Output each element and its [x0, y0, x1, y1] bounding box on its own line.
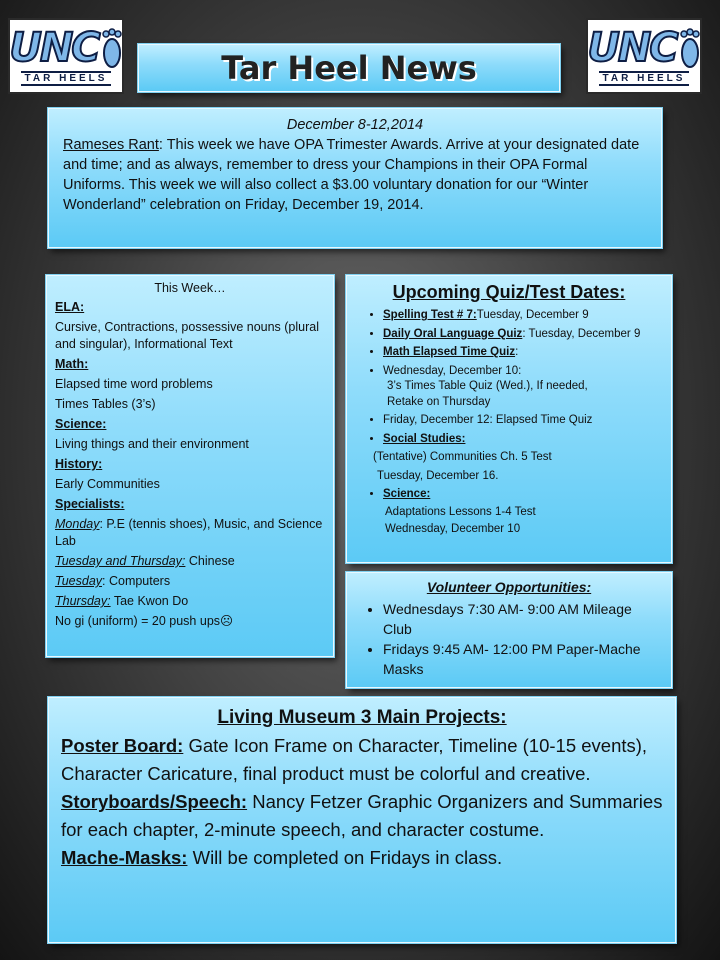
foot-icon: [101, 27, 123, 69]
science-text: Living things and their environment: [55, 437, 249, 451]
math-line-1: Elapsed time word problems: [55, 377, 213, 391]
ela-text: Cursive, Contractions, possessive nouns (plural and singular), Informational Text: [55, 320, 320, 351]
tuethu-label: Tuesday and Thursday:: [55, 554, 186, 568]
museum-heading: Living Museum 3 Main Projects:: [217, 707, 507, 728]
tuethu-text: Chinese: [185, 554, 235, 568]
sci-line-1: Adaptations Lessons 1-4 Test: [385, 505, 536, 518]
ss-line-2: Tuesday, December 16.: [377, 469, 499, 482]
list-item: [383, 327, 661, 343]
story-label: Storyboards/Speech:: [61, 791, 248, 812]
mache-label: Mache-Masks:: [61, 847, 188, 868]
logo-subtitle: TAR HEELS: [21, 71, 112, 86]
list-item: [383, 413, 661, 429]
tuesday-text: : Computers: [102, 574, 171, 588]
math-quiz-colon: :: [515, 346, 519, 358]
list-item: [383, 345, 661, 361]
monday-specialists: [55, 516, 325, 550]
story-text: Nancy Fetzer Graphic Organizers and Summaries for each chapter, 2-minute speech, and character costume.: [61, 791, 663, 840]
gi-note: [55, 613, 325, 630]
foot-icon: [679, 27, 701, 69]
fri-text: Friday, December 12: Elapsed Time Quiz: [383, 414, 593, 426]
ss-line-1: (Tentative) Communities Ch. 5 Test: [373, 451, 552, 463]
times-line-1: 3’s Times Table Quiz (Wed.), If needed,: [387, 380, 588, 392]
tuethu-specialists: [55, 553, 325, 570]
quiz-list-science: [357, 487, 661, 503]
list-item: • Wednesdays 7:30 AM- 9:00 AM Mileage Club: [383, 599, 661, 639]
quiz-box: [346, 275, 672, 563]
list-item: [383, 487, 661, 503]
quiz-list: [357, 308, 661, 447]
gi-text: No gi (uniform) = 20 push ups: [55, 614, 221, 628]
specialists-label: Specialists:: [55, 497, 125, 511]
list-item: [383, 364, 661, 411]
volunteer-box: [346, 572, 672, 688]
this-week-box: [46, 275, 334, 657]
monday-label: Monday: [55, 517, 100, 531]
mache-masks-item: [61, 844, 663, 872]
poster-text: Gate Icon Frame on Character, Timeline (10-15 events), Character Caricature, final product must be colorful and creative.: [61, 735, 648, 784]
list-item: • Fridays 9:45 AM- 12:00 PM Paper-Mache Masks: [383, 639, 661, 679]
monday-text: : P.E (tennis shoes), Music, and Science Lab: [55, 517, 323, 548]
thursday-label: Thursday:: [55, 594, 111, 608]
poster-label: Poster Board:: [61, 735, 184, 756]
times-line-2: Retake on Thursday: [387, 395, 491, 408]
history-label: History:: [55, 457, 103, 471]
thursday-specialists: [55, 593, 325, 610]
list-item: [383, 432, 661, 448]
dol-text: : Tuesday, December 9: [522, 327, 641, 340]
logo-letters: UNC: [9, 24, 99, 71]
logo-mark: [587, 24, 700, 71]
spelling-label: Spelling Test # 7:: [383, 309, 477, 321]
mache-text: Will be completed on Fridays in class.: [187, 847, 503, 868]
quiz-heading: Upcoming Quiz/Test Dates:: [392, 282, 626, 302]
tuesday-label: Tuesday: [55, 574, 103, 588]
wed-text: Wednesday, December 10:: [383, 364, 522, 377]
museum-box: [48, 697, 676, 943]
logo-subtitle: TAR HEELS: [599, 71, 690, 86]
poster-board-item: [61, 732, 663, 788]
unc-logo-left: [8, 18, 124, 94]
volunteer-list: [357, 599, 661, 679]
ss-label: Social Studies:: [383, 432, 466, 445]
dol-label: Daily Oral Language Quiz: [383, 327, 523, 340]
sci-line-2: Wednesday, December 10: [385, 523, 521, 535]
rant-text: : This week we have OPA Trimester Awards. Arrive at your designated date and time; and as always, remember to dress your Champions in their OPA Formal Uniforms. This week we will also collect a $3.00 voluntary donation for our “Winter Wonderland” celebration on Friday, December 19, 2014.: [63, 137, 640, 213]
tuesday-specialists: [55, 573, 325, 590]
rameses-rant: [63, 135, 647, 215]
math-line-2: Times Tables (3’s): [55, 397, 156, 411]
title-banner: [138, 44, 560, 92]
math-label: Math:: [55, 357, 89, 371]
storyboards-item: [61, 788, 663, 844]
frown-icon: ☹: [220, 614, 234, 628]
list-item: [383, 308, 661, 324]
this-week-heading: This Week…: [154, 281, 226, 295]
sci-label: Science:: [383, 488, 431, 500]
logo-mark: [9, 24, 122, 71]
spelling-text: Tuesday, December 9: [476, 309, 589, 321]
ela-label: ELA:: [55, 300, 85, 314]
intro-box: [48, 108, 662, 248]
unc-logo-right: [586, 18, 702, 94]
science-label: Science:: [55, 417, 107, 431]
newsletter-date: December 8-12,2014: [286, 117, 424, 133]
volunteer-heading: Volunteer Opportunities:: [426, 579, 592, 595]
rant-label: Rameses Rant: [63, 137, 159, 153]
page-title: Tar Heel News: [221, 49, 477, 87]
thursday-text: Tae Kwon Do: [110, 594, 189, 608]
history-text: Early Communities: [55, 477, 160, 491]
math-quiz-label: Math Elapsed Time Quiz: [383, 346, 516, 358]
logo-letters: UNC: [587, 24, 677, 71]
